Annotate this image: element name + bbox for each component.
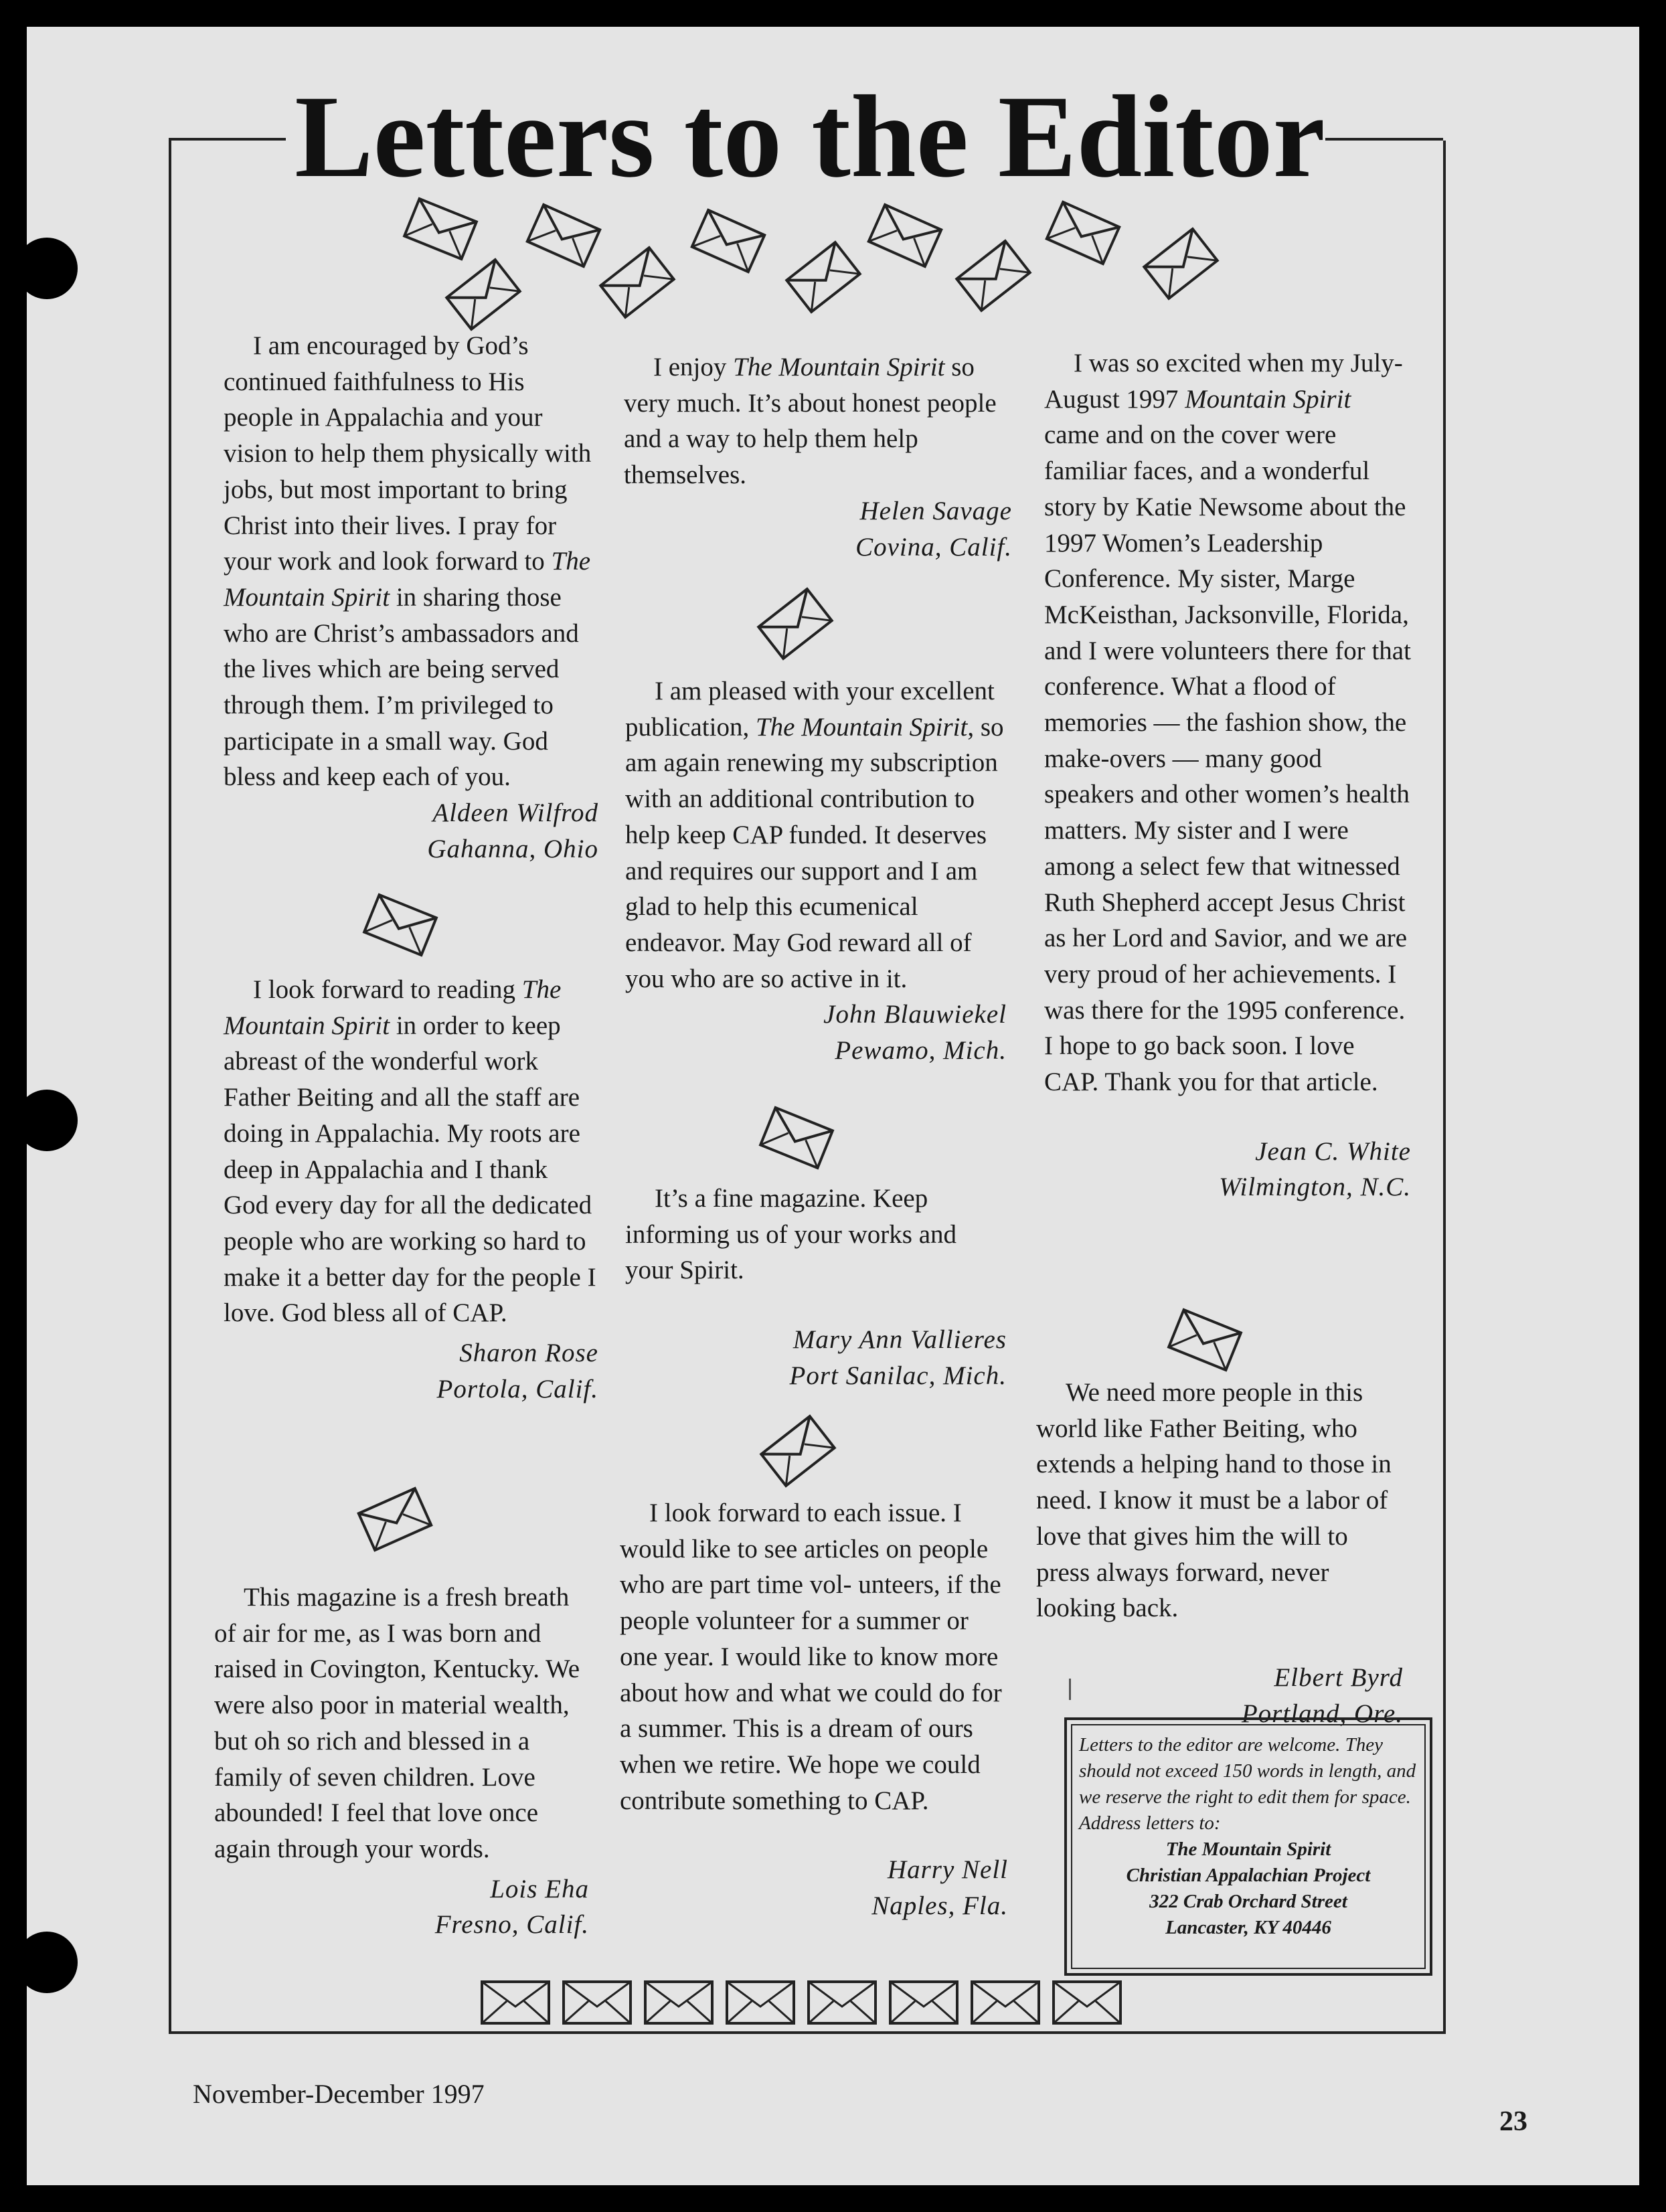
column-3 [1044,345,1411,1205]
envelope-icon [970,1980,1041,2025]
letter-body: I am encouraged by God’s continued faithfulness to His people in Appalachia and your vision to help them physically with jobs, but most important to bring Christ into their lives. I pray for your work and look forward to The Mountain Spirit in sharing those who are Christ’s ambassadors and the lives which are being served through them. I’m privileged to participate in a small way. God bless and keep each of you. [224,331,592,792]
page-title: Letters to the Editor [295,72,1325,202]
letter-body: We need more people in this world like Father Beiting, who extends a helping hand to those in need. I know it must be a labor of love that gives him the will to press always forward, never looking back. [1036,1378,1392,1623]
column-2-letter-2 [625,673,1007,1069]
page-number: 23 [1499,2106,1527,2137]
punch-hole [16,1932,78,1993]
punch-hole [16,1090,78,1151]
submission-note [1071,1724,1426,1969]
letter-body: I am pleased with your excellent publication, The Mountain Spirit, so am again renewing my subscription with an additional contribution to help keep CAP funded. It deserves and requires our support and I am glad to help this ecumenical endeavor. May God reward all of you who are so active in it. [625,677,1004,993]
column-2-letter-3 [625,1181,1007,1394]
envelope-icon [562,1980,633,2025]
note-address-line: Christian Appalachian Project [1126,1865,1371,1886]
letter-body: I look forward to reading The Mountain Spirit in order to keep abreast of the wonderful work Father Beiting and all the staff are doing in Appalachia. My roots are deep in Appalachia and I thank God every day for all the dedicated people who are working so hard to make it a better day for the people I love. God bless all of CAP. [224,975,596,1328]
letter-signature: Helen Savage Covina, Calif. [855,496,1012,562]
letter-body: It’s a fine magazine. Keep informing us of your works and your Spirit. [625,1184,957,1285]
column-1-letter-2 [224,972,598,1407]
column-3-letter-2 [1036,1375,1403,1731]
submission-note-box [1064,1717,1432,1976]
column-2-letter-4 [620,1495,1008,1924]
letter-signature: Sharon Rose Portola, Calif. [436,1339,598,1403]
column-1 [224,328,598,867]
letter-signature: John Blauwiekel Pewamo, Mich. [823,1000,1007,1066]
letter-body: This magazine is a fresh breath of air for me, as I was born and raised in Covington, Kentucky. We were also poor in material wealth, but oh so rich and blessed in a family of seven children. Love abounded! I feel that love once again through your words. [214,1583,580,1863]
letter-body: I enjoy The Mountain Spirit so very much. It’s about honest people and a way to help them help themselves. [624,353,997,490]
letter-signature: Mary Ann Vallieres Port Sanilac, Mich. [789,1325,1007,1390]
letter-signature: Elbert Byrd Portland, Ore. [1241,1663,1403,1728]
envelope-icon [888,1980,959,2025]
stray-mark [1069,1679,1071,1700]
note-address-line: 322 Crab Orchard Street [1149,1891,1347,1912]
letter-signature: Jean C. White Wilmington, N.C. [1219,1136,1411,1202]
note-address-line: The Mountain Spirit [1165,1839,1331,1860]
issue-date: November-December 1997 [193,2079,485,2109]
envelope-icon [807,1980,878,2025]
punch-hole [16,238,78,299]
envelope-row [480,1980,1122,2027]
letter-body: I look forward to each issue. I would like to see articles on people who are part time vol- unteers, if the people volunteer for a summer or one year. I would like to know more about how and what we could do for a summer. This is a dream of ours when we retire. We hope we could contribute something to CAP. [620,1499,1002,1815]
envelope-icon [480,1980,551,2025]
column-2 [624,349,1012,565]
letter-signature: Aldeen Wilfrod Gahanna, Ohio [427,798,598,863]
note-text: Letters to the editor are welcome. They should not exceed 150 words in length, and we reserve the right to edit them for space. Address letters to: [1079,1734,1416,1834]
letter-signature: Lois Eha Fresno, Calif. [434,1874,589,1940]
envelope-icon [1052,1980,1122,2025]
note-address-line: Lancaster, KY 40446 [1165,1917,1331,1938]
letter-signature: Harry Nell Naples, Fla. [871,1855,1008,1921]
envelope-icon [643,1980,714,2025]
column-1-letter-3 [214,1580,589,1943]
letter-body: I was so excited when my July-August 1997 Mountain Spirit came and on the cover were familiar faces, and a wonderful story by Katie Newsome about the 1997 Women’s Leadership Conference. My sister, Marge McKeisthan, Jacksonville, Florida, and I were volunteers there for that conference. What a flood of memories — the fashion show, the make-overs — many good speakers and other women’s health matters. My sister and I were among a select few that witnessed Ruth Shepherd accept Jesus Christ as her Lord and Savior, and we are very proud of her achievements. I was there for the 1995 conference. I hope to go back soon. I love CAP. Thank you for that article. [1044,349,1411,1097]
envelope-icon [725,1980,796,2025]
